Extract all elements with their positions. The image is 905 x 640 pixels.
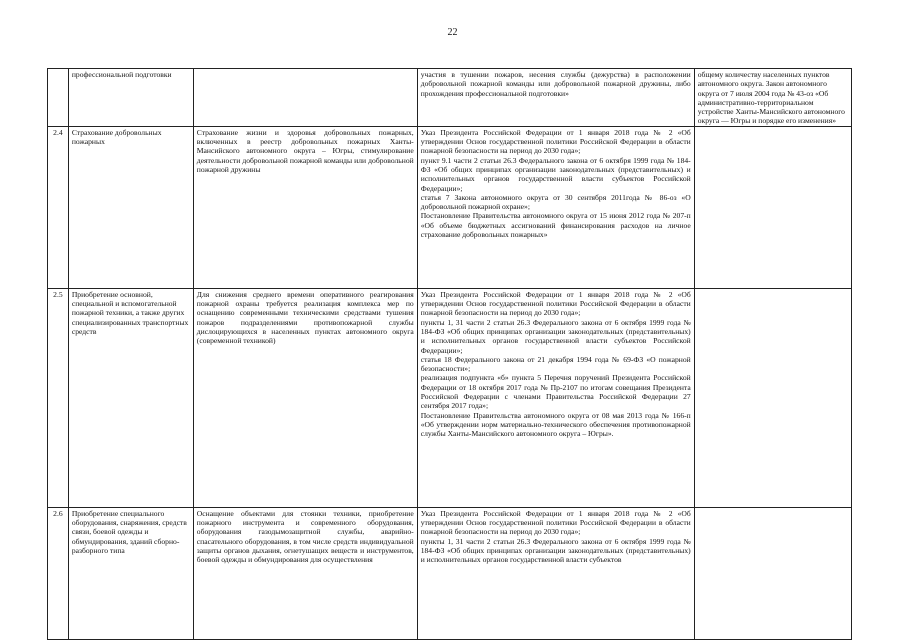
row-number: 2.4 bbox=[48, 126, 69, 288]
measure-name: Приобретение основной, специальной и вспомогательной пожарной техники, а также других специализированных транспортных средств bbox=[68, 288, 193, 507]
legal-basis-paragraph: Постановление Правительства автономного округа от 08 мая 2013 года № 166-п «Об утверждении норм материально-технического обеспечения противопожарной службы Ханты-Мансийского автономного округа – Югры». bbox=[420, 410, 691, 439]
note-cell: общему количеству населенных пунктов автономного округа. Закон автономного округа от 7 июля 2004 года № 43-оз «Об административно-территориальном устройстве Ханты-Мансийского автономного округа — Югры и порядке его изменения» bbox=[694, 69, 851, 127]
legal-basis-paragraph: Постановление Правительства автономного округа от 15 июня 2012 года № 207-п «Об объеме бюджетных ассигнований финансирования расходов на личное страхование добровольных пожарных» bbox=[420, 211, 691, 240]
legal-basis-paragraph: участия в тушении пожаров, несения службы (дежурства) в расположении добровольной пожарной команды или добровольной пожарной дружины, либо прохождения профессиональной подготовки» bbox=[420, 70, 691, 98]
table-row bbox=[48, 507, 852, 639]
measure-description: Страхование жизни и здоровья добровольных пожарных, включенных в реестр добровольных пожарных Ханты-Мансийского автономного округа – Югры, стимулирование деятельности добровольной пожарной команды или добровольной пожарной дружины bbox=[193, 126, 417, 288]
row-number: 2.6 bbox=[48, 507, 69, 639]
legal-basis bbox=[417, 288, 694, 507]
measure-description: Для снижения среднего времени оперативного реагирования пожарной охраны требуется реализация комплекса мер по оснащению современными техническими средствами тушения пожаров подразделениями противопожарной службы дислоцирующихся в населенных пунктах автономного округа (современной техникой) bbox=[193, 288, 417, 507]
legal-basis-paragraph: Указ Президента Российской Федерации от 1 января 2018 года № 2 «Об утверждении Основ государственной политики Российской Федерации в области пожарной безопасности на период до 2030 года»; bbox=[420, 508, 691, 537]
legal-basis bbox=[417, 69, 694, 127]
measure-description: Оснащение объектами для стоянки техники, приобретение пожарного инструмента и современного оборудования, оборудования газодымозащитной службы, аварийно-спасательного оборудования, в том числе средств индивидуальной защиты органов дыхания, огнетушащих веществ и инструментов, боевой одежды и обмундирования для осуществления bbox=[193, 507, 417, 639]
measure-name: Страхование добровольных пожарных bbox=[68, 126, 193, 288]
note-cell bbox=[694, 126, 851, 288]
measures-table bbox=[47, 68, 852, 640]
legal-basis-paragraph: статья 7 Закона автономного округа от 30 сентября 2011года № 86-оз «О добровольной пожарной охране»; bbox=[420, 192, 691, 212]
legal-basis bbox=[417, 507, 694, 639]
table-row bbox=[48, 69, 852, 127]
row-number bbox=[48, 69, 69, 127]
legal-basis-paragraph: пункты 1, 31 части 2 статьи 26.3 Федерального закона от 6 октября 1999 года № 184-ФЗ «Об общих принципах организации законодательных (представительных) и исполнительных органов государственной власти субъектов bbox=[420, 536, 691, 565]
legal-basis-paragraph: пункты 1, 31 части 2 статьи 26.3 Федерального закона от 6 октября 1999 года № 184-ФЗ «Об общих принципах организации законодательных (представительных) и исполнительных органов государственной власти субъектов Российской Федерации»; bbox=[420, 317, 691, 355]
legal-basis-paragraph: Указ Президента Российской Федерации от 1 января 2018 года № 2 «Об утверждении Основ государственной политики Российской Федерации в области пожарной безопасности на период до 2030 года»; bbox=[420, 127, 691, 156]
measure-name: Приобретение специального оборудования, снаряжения, средств связи, боевой одежды и обмундирования, зданий сборно-разборного типа bbox=[68, 507, 193, 639]
note-cell bbox=[694, 288, 851, 507]
measure-description bbox=[193, 69, 417, 127]
page-number: 22 bbox=[447, 27, 458, 38]
legal-basis-paragraph: реализация подпункта «б» пункта 5 Перечня поручений Президента Российской Федерации от 18 октября 2017 года № Пр-2107 по итогам совещания Президента Российской Федерации с членами Правительства Российской Федерации 27 сентября 2017 года»; bbox=[420, 373, 691, 411]
legal-basis-paragraph: пункт 9.1 части 2 статьи 26.3 Федерального закона от 6 октября 1999 года № 184-ФЗ «Об общих принципах организации законодательных (представительных) и исполнительных органов государственной власти субъектов Российской Федерации»; bbox=[420, 155, 691, 193]
legal-basis-paragraph: статья 18 Федерального закона от 21 декабря 1994 года № 69-ФЗ «О пожарной безопасности»; bbox=[420, 354, 691, 374]
legal-basis-paragraph: Указ Президента Российской Федерации от 1 января 2018 года № 2 «Об утверждении Основ государственной политики Российской Федерации в области пожарной безопасности на период до 2030 года»; bbox=[420, 289, 691, 318]
table-row bbox=[48, 126, 852, 288]
row-number: 2.5 bbox=[48, 288, 69, 507]
table-row bbox=[48, 288, 852, 507]
note-cell bbox=[694, 507, 851, 639]
measure-name: профессиональной подготовки bbox=[68, 69, 193, 127]
legal-basis bbox=[417, 126, 694, 288]
